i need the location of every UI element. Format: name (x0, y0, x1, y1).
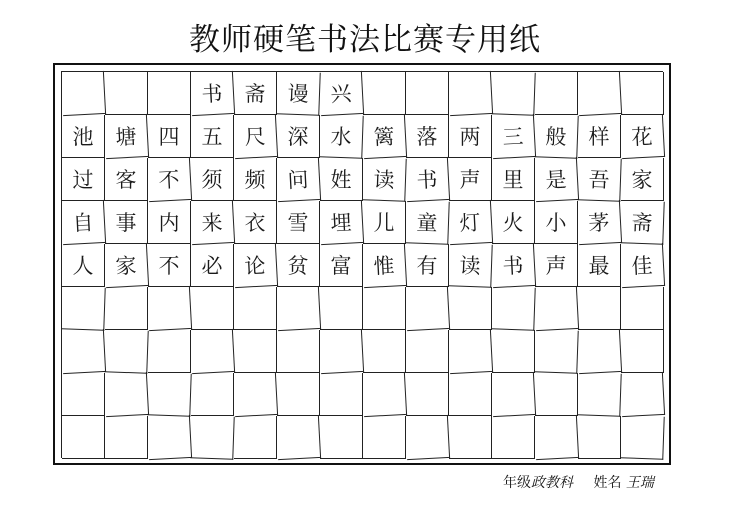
grid-cell (277, 373, 320, 416)
grid-cell: 五 (191, 115, 234, 158)
grid-cell: 贫 (277, 244, 320, 287)
grid-cell (319, 329, 364, 374)
grid-cell (363, 416, 406, 459)
grid-cell: 样 (578, 115, 621, 158)
grid-cell (277, 330, 320, 373)
grid-cell: 里 (492, 158, 535, 201)
grid-cell: 书 (491, 243, 536, 288)
grid-cell: 斋 (234, 72, 277, 115)
grid-cell (61, 329, 106, 374)
grid-cell (234, 416, 277, 459)
grid-cell: 须 (191, 158, 234, 201)
grid-cell (577, 71, 622, 116)
grid-cell (621, 72, 664, 115)
grid-cell: 论 (233, 243, 278, 288)
grid-cell: 般 (534, 114, 578, 158)
grid-cell (190, 415, 234, 459)
grid-cell (448, 329, 493, 374)
grid-cell (276, 286, 321, 331)
grid-cell (148, 330, 191, 373)
grid-cell: 儿 (363, 201, 406, 244)
grid-cell (276, 415, 321, 460)
grid-cell (362, 372, 407, 417)
grid-cell: 声 (535, 244, 578, 287)
grid-cell: 书 (190, 71, 235, 116)
grid-cell: 频 (234, 158, 277, 201)
grid-cell (191, 373, 234, 416)
grid-cell: 四 (148, 115, 191, 158)
grid-cell: 落 (406, 115, 449, 158)
grid-cell (105, 416, 148, 459)
grid-cell: 吾 (577, 157, 621, 201)
grid-cell (534, 286, 579, 331)
grid-cell (62, 373, 105, 416)
grid-cell: 斋 (620, 200, 664, 244)
grid-cell: 三 (491, 114, 536, 159)
grid-cell: 有 (406, 244, 449, 287)
grid-cell: 水 (319, 114, 363, 158)
grid-cell: 塘 (104, 114, 149, 159)
grid-cell (492, 330, 535, 373)
grid-cell: 篱 (362, 114, 407, 159)
grid-cell: 两 (449, 115, 492, 158)
grid-cell: 兴 (319, 71, 364, 116)
grid-cell (104, 372, 149, 417)
grid-cell: 姓 (320, 158, 363, 201)
grid-cell (491, 286, 535, 330)
grid-cell: 不 (147, 157, 192, 202)
grid-cell: 读 (448, 243, 492, 287)
grid-cell (535, 72, 578, 115)
grid-cell (620, 415, 664, 459)
grid-cell: 灯 (448, 200, 493, 245)
grid-cell: 佳 (620, 243, 665, 288)
grid-cell (448, 71, 493, 116)
grid-cell: 客 (105, 158, 148, 201)
grid-cell (363, 72, 406, 115)
grid-cell: 惟 (362, 243, 407, 288)
grid-cell (233, 372, 278, 417)
grade-label: 年级 (503, 475, 531, 491)
grid-cell: 家 (621, 158, 664, 201)
writing-grid (61, 71, 663, 458)
grid-cell: 自 (61, 200, 106, 245)
grid-cell: 小 (535, 201, 578, 244)
footer (503, 472, 654, 492)
grid-cell (535, 373, 578, 416)
grid-cell (105, 72, 148, 115)
grid-cell (320, 373, 363, 416)
grid-cell (62, 416, 105, 459)
grid-cell: 衣 (234, 201, 277, 244)
grid-cell: 深 (277, 115, 320, 158)
grid-cell (577, 372, 621, 416)
grid-cell (578, 416, 621, 459)
grid-cell (363, 330, 406, 373)
grid-cell (148, 72, 191, 115)
grid-cell (405, 415, 450, 460)
grid-cell (147, 286, 192, 331)
grid-cell: 来 (190, 200, 235, 245)
grid-cell (105, 287, 148, 330)
grid-cell: 问 (276, 157, 321, 202)
grid-cell: 童 (405, 200, 449, 244)
grid-cell (190, 329, 235, 374)
grid-cell (363, 287, 406, 330)
grid-cell: 埋 (319, 200, 364, 245)
grid-cell (61, 286, 105, 330)
grid-cell: 茅 (577, 200, 622, 245)
grid-cell (104, 329, 148, 373)
grid-cell (449, 416, 492, 459)
grid-cell: 过 (62, 158, 105, 201)
grid-cell (406, 72, 449, 115)
grid-cell: 火 (492, 201, 535, 244)
page-title: 教师硬笔书法比赛专用纸 (189, 22, 541, 58)
grid-cell (147, 415, 192, 460)
grid-cell: 最 (578, 244, 621, 287)
grid-cell: 内 (148, 201, 191, 244)
grid-cell (234, 287, 277, 330)
grid-cell: 是 (534, 157, 579, 202)
grid-cell: 声 (449, 158, 492, 201)
grid-cell (449, 287, 492, 330)
grid-cell (61, 71, 106, 116)
grid-cell: 富 (320, 244, 363, 287)
grid-cell (191, 287, 234, 330)
grid-cell (620, 372, 665, 417)
grid-cell (406, 373, 449, 416)
grid-cell (405, 286, 450, 331)
grid-cell: 必 (191, 244, 234, 287)
name-value: 王瑞 (625, 475, 654, 491)
grid-cell: 人 (62, 244, 105, 287)
grid-cell: 花 (620, 114, 665, 159)
grid-cell (621, 330, 664, 373)
grid-cell (449, 373, 492, 416)
grid-cell (492, 416, 535, 459)
grid-cell (320, 287, 363, 330)
grid-cell (534, 415, 579, 460)
grid-cell (491, 71, 535, 115)
grid-cell: 家 (104, 243, 149, 288)
grid-cell (406, 330, 449, 373)
grid-cell (320, 416, 363, 459)
grid-cell: 谩 (276, 71, 320, 115)
grid-cell: 书 (405, 157, 450, 202)
grid-cell (621, 287, 664, 330)
grid-cell (234, 330, 277, 373)
grid-cell (534, 329, 578, 373)
grid-cell (491, 372, 536, 417)
grid-cell: 雪 (277, 201, 320, 244)
grid-cell: 不 (148, 244, 191, 287)
grid-cell: 尺 (233, 114, 278, 159)
grid-cell: 池 (62, 115, 105, 158)
grid-cell (147, 372, 191, 416)
grade-value: 政教科 (531, 475, 573, 491)
grid-cell: 读 (362, 157, 406, 201)
grid-cell: 事 (105, 201, 148, 244)
grid-cell (578, 287, 621, 330)
name-label: 姓名 (593, 475, 622, 491)
grid-cell (577, 329, 622, 374)
